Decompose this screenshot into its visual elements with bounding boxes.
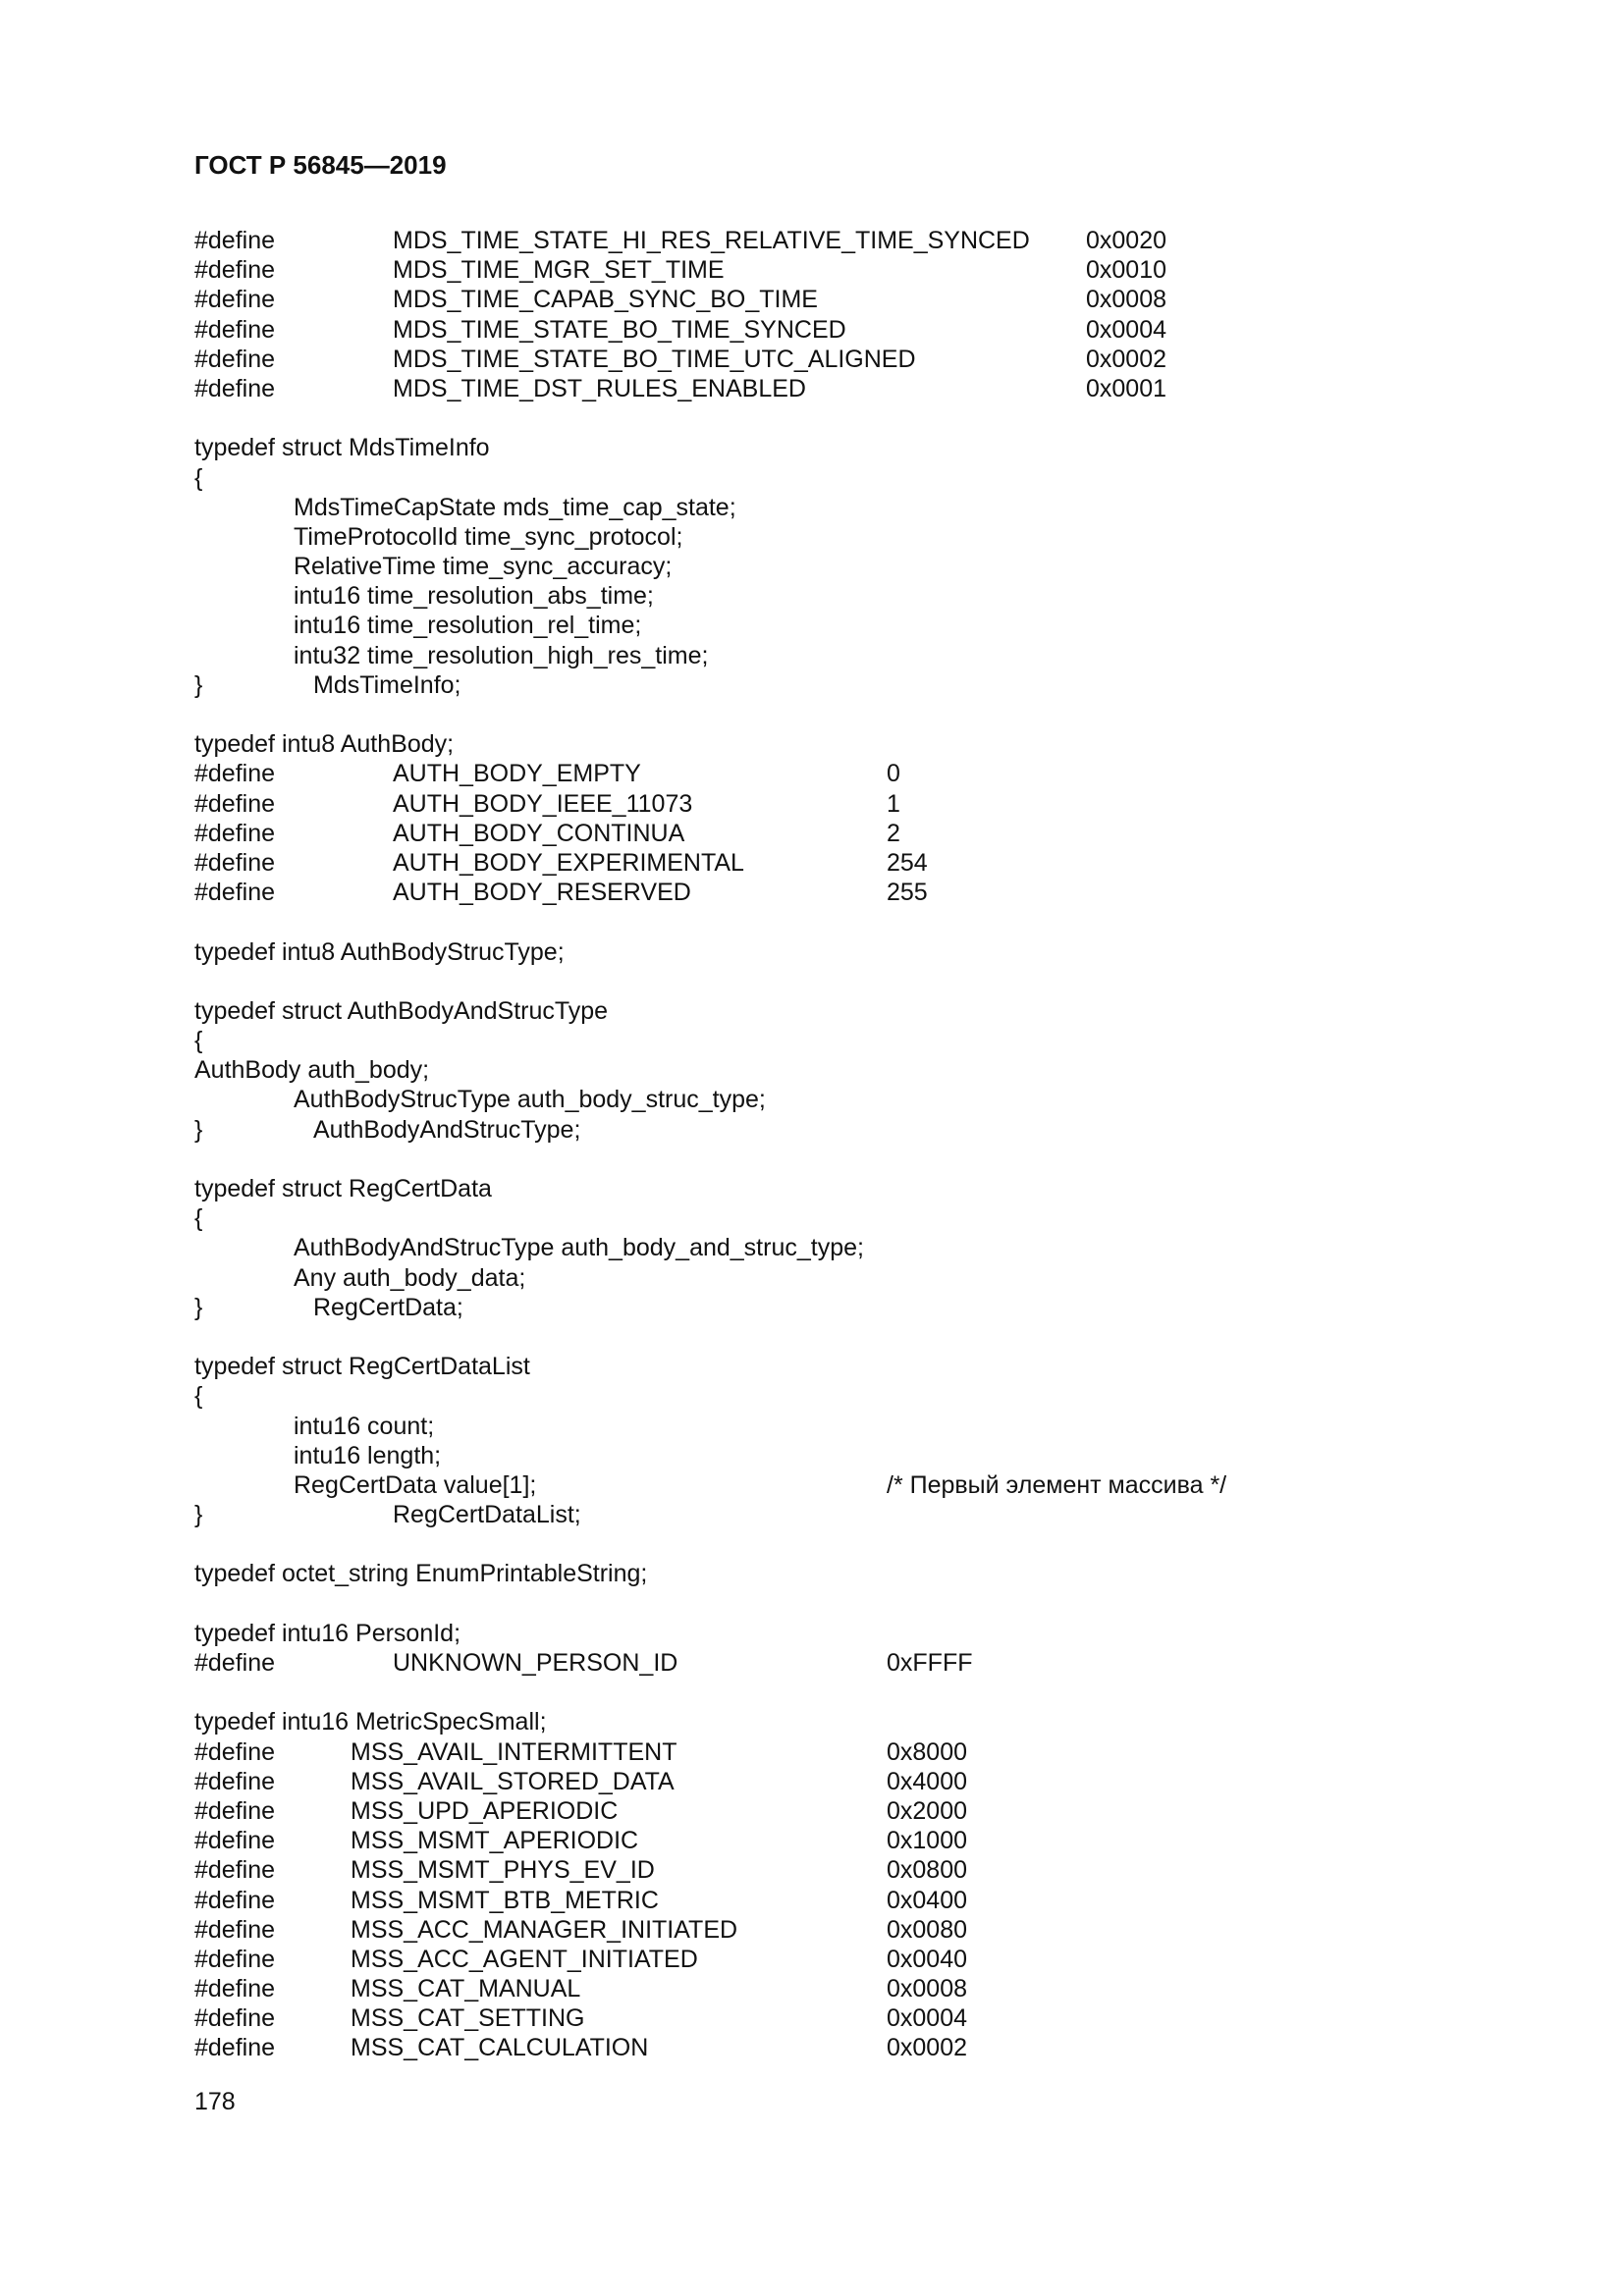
- typedef-line: typedef intu16 PersonId;: [194, 1619, 461, 1647]
- typedef-line: typedef struct AuthBodyAndStrucType: [194, 996, 609, 1025]
- brace-open: {: [194, 1027, 203, 1055]
- brace-open: {: [194, 1204, 203, 1233]
- define-line: #define MSS_CAT_SETTING 0x0004: [194, 2004, 968, 2033]
- define-line: #define MDS_TIME_STATE_BO_TIME_SYNCED 0x0004: [194, 315, 1167, 344]
- define-line: #define MSS_UPD_APERIODIC 0x2000: [194, 1796, 968, 1825]
- define-line: #define MDS_TIME_STATE_BO_TIME_UTC_ALIGNED 0x0002: [194, 345, 1167, 373]
- struct-field: AuthBodyAndStrucType auth_body_and_struc_type;: [294, 1234, 864, 1262]
- define-line: #define MSS_CAT_MANUAL 0x0008: [194, 1975, 968, 2003]
- define-line: #define MSS_CAT_CALCULATION 0x0002: [194, 2034, 968, 2062]
- define-line: #define AUTH_BODY_RESERVED 255: [194, 879, 928, 907]
- brace-open: {: [194, 463, 203, 492]
- typedef-line: typedef struct RegCertData: [194, 1175, 492, 1202]
- define-line: #define AUTH_BODY_IEEE_11073 1: [194, 789, 900, 818]
- brace-close: } RegCertData;: [194, 1293, 463, 1321]
- brace-open: {: [194, 1382, 203, 1411]
- struct-field: intu16 time_resolution_abs_time;: [294, 582, 654, 611]
- typedef-line: typedef octet_string EnumPrintableString;: [194, 1560, 648, 1588]
- struct-field: RelativeTime time_sync_accuracy;: [294, 553, 673, 581]
- define-line: #define MDS_TIME_MGR_SET_TIME 0x0010: [194, 256, 1167, 285]
- struct-field: intu16 count;: [294, 1412, 435, 1440]
- typedef-line: typedef struct MdsTimeInfo: [194, 434, 490, 462]
- page-header: ГОСТ Р 56845—2019: [194, 150, 447, 180]
- struct-field: AuthBodyStrucType auth_body_struc_type;: [294, 1086, 766, 1114]
- code-listing: [194, 226, 1471, 2063]
- typedef-line: typedef intu16 MetricSpecSmall;: [194, 1708, 547, 1736]
- struct-field: TimeProtocolId time_sync_protocol;: [294, 522, 683, 551]
- define-line: #define MSS_MSMT_BTB_METRIC 0x0400: [194, 1886, 968, 1914]
- define-line: #define MDS_TIME_STATE_HI_RES_RELATIVE_TIME_SYNCED 0x0020: [194, 227, 1167, 254]
- brace-close: } AuthBodyAndStrucType;: [194, 1115, 581, 1144]
- define-line: #define MSS_MSMT_PHYS_EV_ID 0x0800: [194, 1856, 968, 1885]
- define-line: #define AUTH_BODY_CONTINUA 2: [194, 819, 900, 847]
- define-line: #define MDS_TIME_CAPAB_SYNC_BO_TIME 0x0008: [194, 286, 1167, 314]
- define-line: #define MSS_ACC_AGENT_INITIATED 0x0040: [194, 1945, 968, 1973]
- typedef-line: typedef intu8 AuthBodyStrucType;: [194, 937, 565, 966]
- code-comment: /* Первый элемент массива */: [887, 1470, 1227, 1499]
- define-line: #define MSS_ACC_MANAGER_INITIATED 0x0080: [194, 1915, 968, 1944]
- define-line: #define UNKNOWN_PERSON_ID 0xFFFF: [194, 1649, 973, 1677]
- define-line: #define MSS_AVAIL_INTERMITTENT 0x8000: [194, 1737, 968, 1766]
- struct-field: MdsTimeCapState mds_time_cap_state;: [294, 493, 736, 521]
- define-line: #define AUTH_BODY_EMPTY 0: [194, 760, 900, 788]
- define-line: #define AUTH_BODY_EXPERIMENTAL 254: [194, 848, 928, 877]
- struct-field: Any auth_body_data;: [294, 1263, 526, 1292]
- brace-close: } RegCertDataList;: [194, 1501, 581, 1529]
- page-number: 178: [194, 2088, 236, 2115]
- typedef-line: typedef intu8 AuthBody;: [194, 730, 455, 759]
- struct-field: intu32 time_resolution_high_res_time;: [294, 641, 709, 669]
- struct-field: intu16 length;: [294, 1441, 442, 1469]
- struct-field: RegCertData value[1]; /* Первый элемент массива */: [294, 1470, 1227, 1499]
- define-line: #define MDS_TIME_DST_RULES_ENABLED 0x0001: [194, 374, 1167, 402]
- brace-close: } MdsTimeInfo;: [194, 670, 461, 699]
- typedef-line: typedef struct RegCertDataList: [194, 1353, 530, 1381]
- define-line: #define MSS_AVAIL_STORED_DATA 0x4000: [194, 1767, 968, 1795]
- struct-field: intu16 time_resolution_rel_time;: [294, 612, 642, 640]
- define-line: #define MSS_MSMT_APERIODIC 0x1000: [194, 1827, 968, 1855]
- struct-field: AuthBody auth_body;: [194, 1056, 430, 1085]
